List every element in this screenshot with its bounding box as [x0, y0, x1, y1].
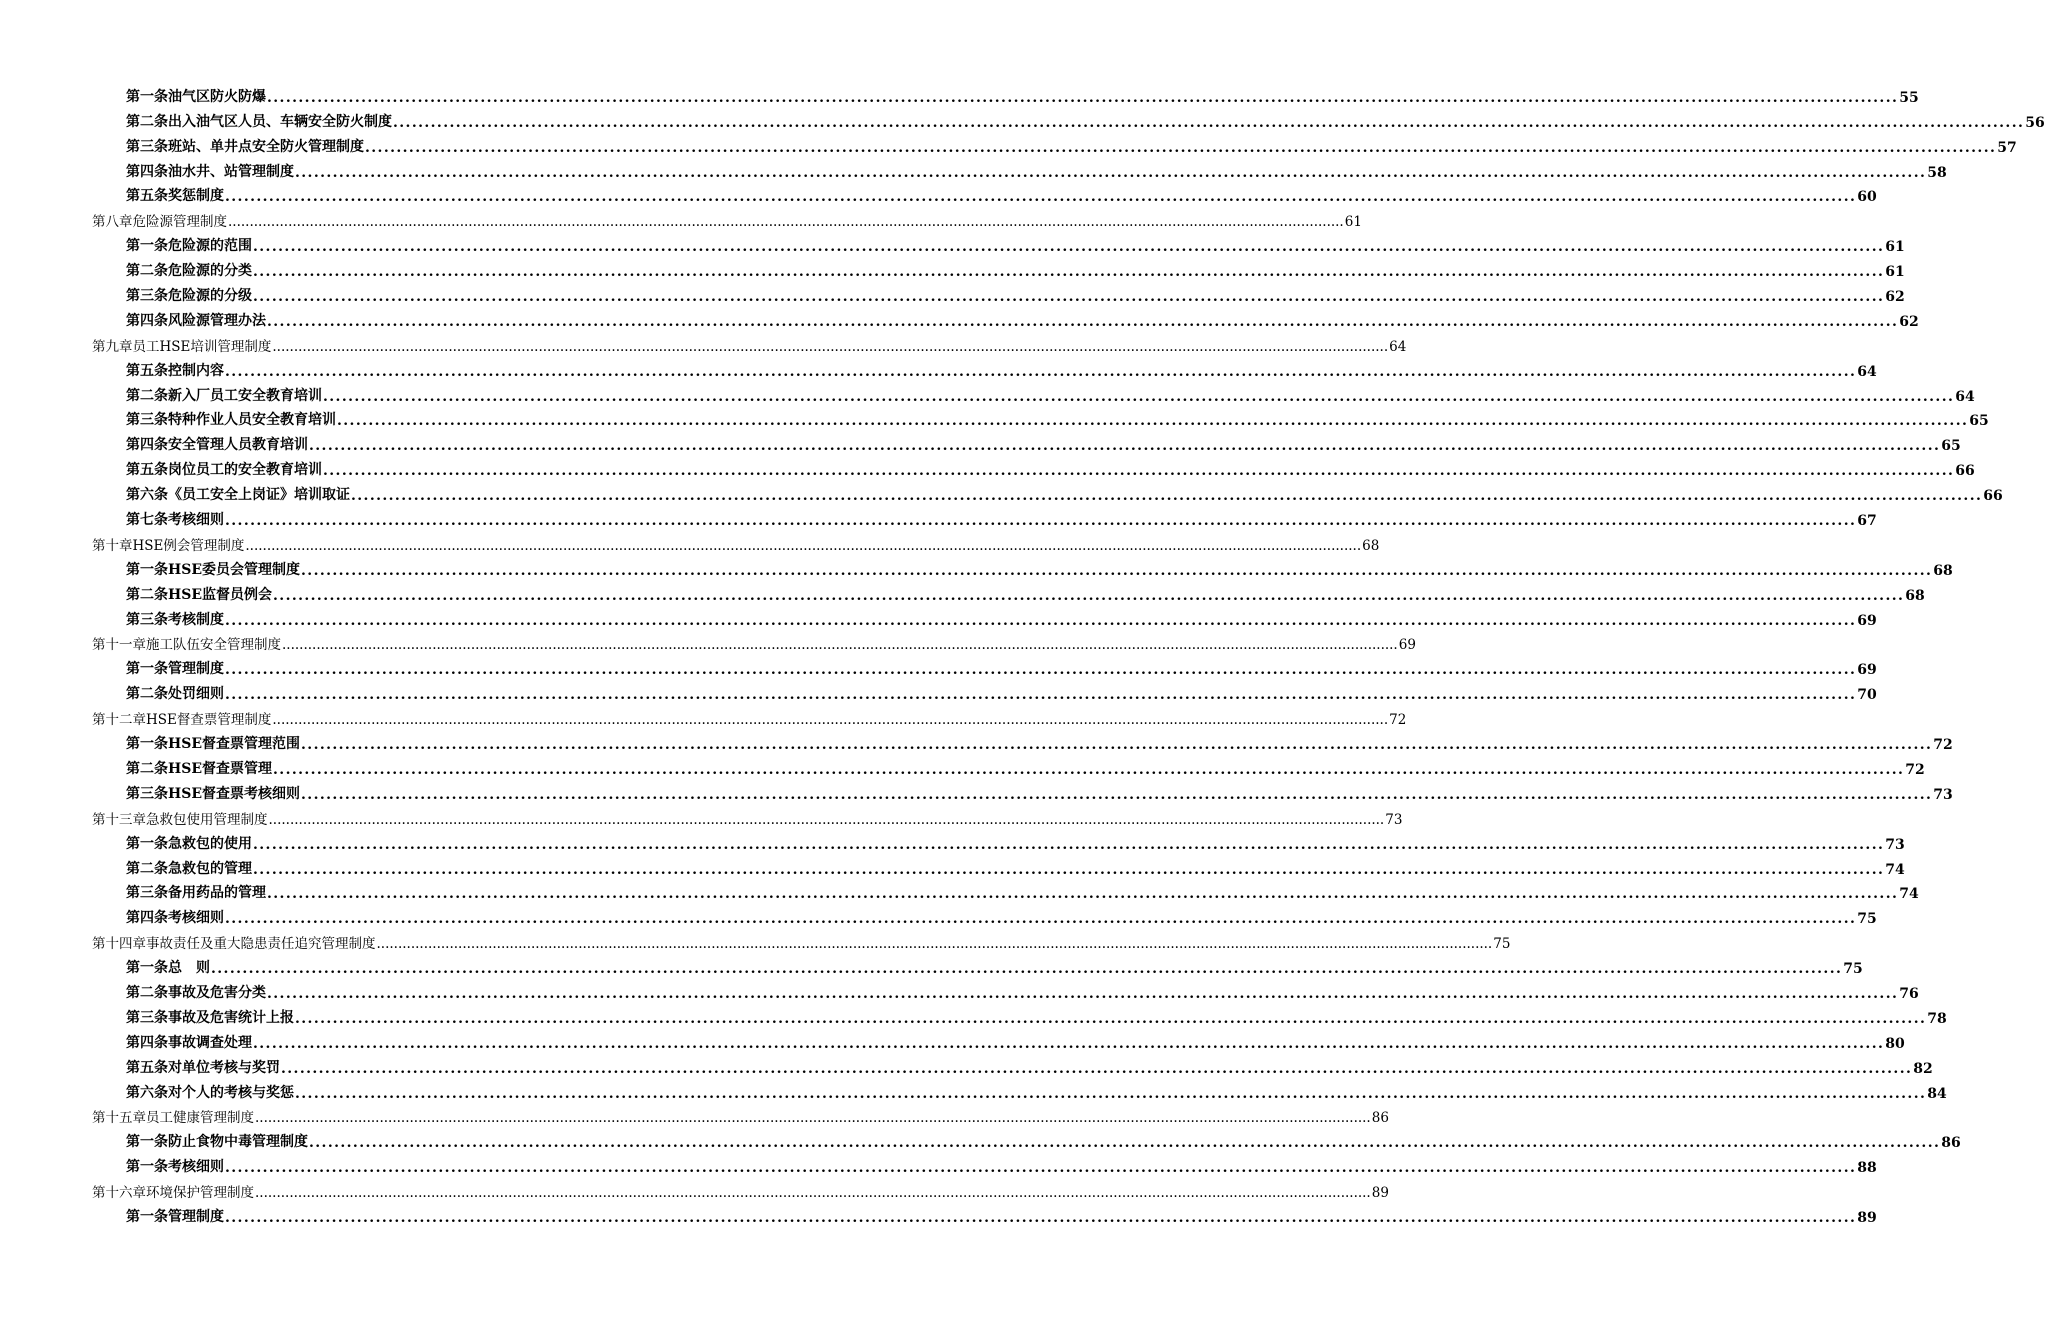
toc-entry-title: 备用药品的管理: [168, 885, 266, 902]
toc-entry-title: 危险源的分级: [168, 288, 252, 305]
toc-entry-title: HSE例会管理制度: [132, 537, 245, 554]
toc-entry-number: 第九章: [92, 338, 133, 355]
toc-dot-leader: ....................................................................................................................................................................................................................................................................: [282, 637, 1398, 654]
toc-entry-title: 班站、单井点安全防火管理制度: [168, 138, 364, 155]
toc-entry-number: 第七条: [126, 512, 168, 529]
toc-article-entry[interactable]: [0, 305, 1919, 330]
toc-article-entry[interactable]: [0, 504, 1877, 530]
toc-entry-number: 第二条: [126, 387, 168, 404]
toc-page-number: 58: [1927, 164, 1947, 181]
toc-entry-number: 第十六章: [92, 1185, 146, 1202]
toc-article-entry[interactable]: [0, 1052, 1933, 1077]
toc-chapter-entry[interactable]: [0, 703, 1407, 729]
toc-entry-title: 特种作业人员安全教育培训: [168, 412, 336, 429]
toc-page-number: 64: [1857, 363, 1877, 380]
toc-page-number: 70: [1857, 687, 1877, 704]
toc-entry-number: 第一条: [126, 835, 168, 852]
toc-entry-title: HSE监督员例会: [168, 586, 273, 603]
toc-dot-leader: ....................................................................................................................................................................................................................................................................: [323, 463, 1955, 480]
toc-entry-number: 第五条: [126, 362, 168, 379]
toc-page-number: 68: [1905, 587, 1925, 604]
toc-entry-number: 第十章: [92, 537, 133, 554]
toc-dot-leader: ....................................................................................................................................................................................................................................................................: [253, 1035, 1885, 1052]
toc-entry-number: 第二条: [126, 860, 168, 877]
toc-entry-title: 安全管理人员教育培训: [168, 437, 308, 454]
toc-dot-leader: ....................................................................................................................................................................................................................................................................: [301, 737, 1933, 754]
toc-entry-number: 第二条: [126, 263, 168, 280]
toc-page-number: 61: [1885, 239, 1905, 256]
toc-page-number: 66: [1983, 488, 2003, 505]
toc-entry-number: 第五条: [126, 188, 168, 205]
toc-entry-title: 控制内容: [168, 362, 224, 379]
toc-page-number: 74: [1899, 886, 1919, 903]
toc-entry-number: 第三条: [126, 785, 168, 802]
toc-article-entry[interactable]: [0, 429, 1961, 455]
toc-entry-title: 对单位考核与奖罚: [168, 1059, 280, 1076]
toc-entry-number: 第三条: [126, 288, 168, 305]
toc-entry-title: 考核细则: [168, 1159, 224, 1176]
toc-entry-title: 新入厂员工安全教育培训: [168, 387, 322, 404]
toc-article-entry[interactable]: [0, 1201, 1877, 1226]
toc-page-number: 69: [1857, 612, 1877, 629]
toc-entry-number: 第一条: [126, 736, 168, 753]
toc-article-entry[interactable]: [0, 853, 1905, 878]
toc-entry-title: 员工健康管理制度: [146, 1110, 254, 1127]
toc-dot-leader: ....................................................................................................................................................................................................................................................................: [225, 513, 1857, 530]
toc-dot-leader: ....................................................................................................................................................................................................................................................................: [393, 114, 2025, 131]
toc-entry-title: 管理制度: [168, 661, 224, 678]
toc-dot-leader: ....................................................................................................................................................................................................................................................................: [295, 1085, 1927, 1102]
toc-entry-number: 第六条: [126, 1084, 168, 1101]
toc-entry-title: 油水井、站管理制度: [168, 163, 294, 180]
toc-article-entry[interactable]: [0, 1126, 1961, 1152]
toc-entry-title: HSE督查票管理范围: [168, 736, 301, 753]
toc-entry-title: 事故及危害统计上报: [168, 1009, 294, 1026]
toc-dot-leader: ....................................................................................................................................................................................................................................................................: [211, 961, 1843, 978]
toc-entry-number: 第十五章: [92, 1110, 146, 1127]
toc-entry-number: 第三条: [126, 138, 168, 155]
toc-entry-number: 第六条: [126, 487, 168, 504]
toc-dot-leader: ....................................................................................................................................................................................................................................................................: [255, 1185, 1371, 1202]
toc-page-number: 72: [1389, 712, 1407, 729]
toc-entry-number: 第八章: [92, 214, 133, 231]
toc-page-number: 75: [1857, 911, 1877, 928]
toc-entry-title: HSE督查票考核细则: [168, 785, 301, 802]
toc-chapter-entry[interactable]: [0, 1102, 1389, 1127]
toc-entry-number: 第二条: [126, 113, 168, 130]
toc-entry-number: 第四条: [126, 163, 168, 180]
toc-entry-title: 急救包的管理: [168, 860, 252, 877]
toc-dot-leader: ....................................................................................................................................................................................................................................................................: [225, 363, 1857, 380]
toc-dot-leader: ....................................................................................................................................................................................................................................................................: [295, 164, 1927, 181]
toc-entry-title: 急救包使用管理制度: [146, 811, 268, 828]
toc-article-entry[interactable]: [0, 156, 1947, 181]
toc-entry-title: 事故调查处理: [168, 1034, 252, 1051]
toc-dot-leader: ....................................................................................................................................................................................................................................................................: [268, 811, 1385, 828]
toc-page-number: 89: [1371, 1185, 1389, 1202]
toc-entry-title: 危险源管理制度: [132, 214, 227, 231]
toc-dot-leader: ....................................................................................................................................................................................................................................................................: [323, 388, 1955, 405]
toc-entry-title: 急救包的使用: [168, 835, 252, 852]
toc-dot-leader: ....................................................................................................................................................................................................................................................................: [273, 761, 1905, 778]
toc-entry-title: 管理制度: [168, 1208, 224, 1225]
toc-entry-number: 第十二章: [92, 712, 146, 729]
toc-article-entry[interactable]: [0, 878, 1919, 903]
toc-entry-number: 第一条: [126, 1159, 168, 1176]
toc-article-entry[interactable]: [0, 579, 1925, 604]
toc-entry-title: 总 则: [168, 960, 210, 977]
toc-entry-number: 第四条: [126, 910, 168, 927]
toc-dot-leader: ....................................................................................................................................................................................................................................................................: [301, 562, 1933, 579]
toc-entry-title: 危险源的分类: [168, 263, 252, 280]
toc-article-entry[interactable]: [0, 405, 1989, 430]
toc-page-number: 73: [1385, 811, 1403, 828]
toc-entry-number: 第十一章: [92, 637, 146, 654]
toc-entry-number: 第三条: [126, 1009, 168, 1026]
toc-page-number: 75: [1493, 936, 1511, 953]
toc-page-number: 55: [1899, 89, 1919, 106]
toc-article-entry[interactable]: [0, 902, 1877, 928]
toc-entry-number: 第三条: [126, 885, 168, 902]
toc-dot-leader: ....................................................................................................................................................................................................................................................................: [281, 1060, 1913, 1077]
toc-entry-title: 事故责任及重大隐患责任追究管理制度: [146, 936, 376, 953]
toc-dot-leader: ....................................................................................................................................................................................................................................................................: [253, 861, 1885, 878]
toc-dot-leader: ....................................................................................................................................................................................................................................................................: [376, 936, 1493, 953]
toc-dot-leader: ....................................................................................................................................................................................................................................................................: [272, 712, 1389, 729]
toc-page-number: 86: [1371, 1110, 1389, 1127]
toc-chapter-entry[interactable]: [0, 629, 1416, 654]
toc-dot-leader: ....................................................................................................................................................................................................................................................................: [351, 488, 1983, 505]
toc-article-entry[interactable]: [0, 977, 1919, 1002]
toc-dot-leader: ....................................................................................................................................................................................................................................................................: [225, 612, 1857, 629]
toc-article-entry[interactable]: [0, 554, 1953, 579]
toc-entry-title: 考核细则: [168, 910, 224, 927]
toc-page-number: 67: [1857, 513, 1877, 530]
toc-article-entry[interactable]: [0, 355, 1877, 380]
toc-page-number: 68: [1362, 537, 1380, 554]
toc-page-number: 56: [2025, 114, 2045, 131]
toc-chapter-entry[interactable]: [0, 205, 1362, 231]
toc-article-entry[interactable]: [0, 1002, 1947, 1027]
toc-page-number: 62: [1899, 313, 1919, 330]
toc-entry-number: 第二条: [126, 586, 168, 603]
toc-article-entry[interactable]: [0, 828, 1905, 853]
toc-entry-number: 第十四章: [92, 936, 146, 953]
toc-dot-leader: ....................................................................................................................................................................................................................................................................: [255, 1110, 1371, 1127]
toc-entry-title: 对个人的考核与奖惩: [168, 1084, 294, 1101]
toc-dot-leader: ....................................................................................................................................................................................................................................................................: [245, 537, 1362, 554]
toc-entry-number: 第三条: [126, 412, 168, 429]
toc-article-entry[interactable]: [0, 1151, 1877, 1177]
toc-entry-title: HSE委员会管理制度: [168, 561, 301, 578]
toc-chapter-entry[interactable]: [0, 1176, 1389, 1202]
toc-entry-title: 事故及危害分类: [168, 984, 266, 1001]
toc-article-entry[interactable]: [0, 255, 1905, 281]
toc-article-entry[interactable]: [0, 604, 1877, 629]
toc-chapter-entry[interactable]: [0, 927, 1511, 953]
toc-entry-number: 第五条: [126, 462, 168, 479]
toc-page-number: 86: [1941, 1135, 1961, 1152]
toc-dot-leader: ....................................................................................................................................................................................................................................................................: [337, 413, 1969, 430]
toc-dot-leader: ....................................................................................................................................................................................................................................................................: [295, 1010, 1927, 1027]
toc-entry-number: 第四条: [126, 312, 168, 329]
toc-dot-leader: ....................................................................................................................................................................................................................................................................: [309, 438, 1941, 455]
toc-dot-leader: ....................................................................................................................................................................................................................................................................: [225, 687, 1857, 704]
toc-page-number: 66: [1955, 463, 1975, 480]
toc-entry-number: 第二条: [126, 984, 168, 1001]
toc-dot-leader: ....................................................................................................................................................................................................................................................................: [267, 985, 1899, 1002]
toc-dot-leader: ....................................................................................................................................................................................................................................................................: [301, 786, 1933, 803]
toc-dot-leader: ....................................................................................................................................................................................................................................................................: [267, 89, 1899, 106]
toc-entry-title: 奖惩制度: [168, 188, 224, 205]
toc-entry-number: 第一条: [126, 1134, 168, 1151]
toc-page-number: 65: [1969, 413, 1989, 430]
toc-page-number: 88: [1857, 1160, 1877, 1177]
toc-chapter-entry[interactable]: [0, 803, 1403, 828]
toc-entry-title: 防止食物中毒管理制度: [168, 1134, 308, 1151]
toc-page-number: 82: [1913, 1060, 1933, 1077]
toc-entry-title: 危险源的范围: [168, 238, 252, 255]
toc-dot-leader: ....................................................................................................................................................................................................................................................................: [267, 313, 1899, 330]
toc-article-entry[interactable]: [0, 778, 1953, 803]
toc-page-number: 80: [1885, 1035, 1905, 1052]
toc-page-number: 73: [1933, 786, 1953, 803]
toc-entry-title: HSE督查票管理: [168, 760, 273, 777]
toc-article-entry[interactable]: [0, 81, 1919, 106]
toc-page-number: 62: [1885, 289, 1905, 306]
toc-dot-leader: ....................................................................................................................................................................................................................................................................: [253, 836, 1885, 853]
toc-article-entry[interactable]: [0, 728, 1953, 754]
toc-entry-title: HSE督查票管理制度: [146, 712, 272, 729]
toc-page-number: 60: [1857, 189, 1877, 206]
toc-entry-number: 第一条: [126, 960, 168, 977]
toc-page-number: 89: [1857, 1209, 1877, 1226]
toc-page-number: 61: [1344, 214, 1362, 231]
toc-article-entry[interactable]: [0, 181, 1877, 206]
toc-dot-leader: ....................................................................................................................................................................................................................................................................: [309, 1135, 1941, 1152]
toc-page-number: 69: [1857, 662, 1877, 679]
toc-entry-number: 第一条: [126, 88, 168, 105]
toc-entry-number: 第三条: [126, 611, 168, 628]
toc-page-number: 75: [1843, 961, 1863, 978]
toc-page-number: 69: [1398, 637, 1416, 654]
toc-dot-leader: ....................................................................................................................................................................................................................................................................: [228, 214, 1344, 231]
toc-page-number: 65: [1941, 438, 1961, 455]
toc-article-entry[interactable]: [0, 678, 1877, 704]
toc-chapter-entry[interactable]: [0, 529, 1380, 554]
toc-entry-title: 环境保护管理制度: [146, 1185, 254, 1202]
toc-dot-leader: ....................................................................................................................................................................................................................................................................: [253, 264, 1885, 281]
toc-entry-number: 第二条: [126, 760, 168, 777]
toc-dot-leader: ....................................................................................................................................................................................................................................................................: [365, 139, 1997, 156]
toc-article-entry[interactable]: [0, 280, 1905, 306]
toc-page-number: 72: [1933, 737, 1953, 754]
toc-entry-title: 员工HSE培训管理制度: [132, 338, 272, 355]
toc-entry-title: 处罚细则: [168, 686, 224, 703]
toc-entry-number: 第五条: [126, 1059, 168, 1076]
toc-page-number: 84: [1927, 1085, 1947, 1102]
toc-dot-leader: ....................................................................................................................................................................................................................................................................: [225, 1160, 1857, 1177]
toc-article-entry[interactable]: [0, 230, 1905, 256]
toc-entry-title: 《员工安全上岗证》培训取证: [168, 487, 350, 504]
toc-page-number: 72: [1905, 761, 1925, 778]
toc-entry-title: 考核制度: [168, 611, 224, 628]
toc-page-number: 76: [1899, 985, 1919, 1002]
toc-dot-leader: ....................................................................................................................................................................................................................................................................: [225, 911, 1857, 928]
toc-article-entry[interactable]: [0, 380, 1975, 405]
toc-article-entry[interactable]: [0, 454, 1975, 480]
table-of-contents: [0, 81, 2045, 1226]
toc-entry-title: 油气区防火防爆: [168, 88, 266, 105]
toc-page-number: 74: [1885, 861, 1905, 878]
toc-dot-leader: ....................................................................................................................................................................................................................................................................: [225, 1209, 1857, 1226]
toc-dot-leader: ....................................................................................................................................................................................................................................................................: [272, 338, 1389, 355]
toc-dot-leader: ....................................................................................................................................................................................................................................................................: [253, 239, 1885, 256]
toc-page-number: 68: [1933, 562, 1953, 579]
toc-dot-leader: ....................................................................................................................................................................................................................................................................: [273, 587, 1905, 604]
toc-article-entry[interactable]: [0, 952, 1863, 978]
toc-dot-leader: ....................................................................................................................................................................................................................................................................: [225, 189, 1857, 206]
toc-article-entry[interactable]: [0, 1077, 1947, 1102]
toc-page-number: 73: [1885, 836, 1905, 853]
toc-page-number: 61: [1885, 264, 1905, 281]
toc-entry-number: 第四条: [126, 1034, 168, 1051]
toc-page-number: 57: [1997, 139, 2017, 156]
toc-entry-number: 第一条: [126, 661, 168, 678]
toc-entry-number: 第十三章: [92, 811, 146, 828]
toc-article-entry[interactable]: [0, 479, 2003, 505]
toc-entry-number: 第一条: [126, 561, 168, 578]
toc-article-entry[interactable]: [0, 753, 1925, 778]
toc-dot-leader: ....................................................................................................................................................................................................................................................................: [267, 886, 1899, 903]
toc-article-entry[interactable]: [0, 131, 2017, 156]
toc-article-entry[interactable]: [0, 1027, 1905, 1052]
toc-entry-title: 岗位员工的安全教育培训: [168, 462, 322, 479]
toc-entry-number: 第一条: [126, 238, 168, 255]
toc-article-entry[interactable]: [0, 106, 2045, 131]
toc-article-entry[interactable]: [0, 653, 1877, 679]
toc-entry-number: 第二条: [126, 686, 168, 703]
toc-entry-title: 出入油气区人员、车辆安全防火制度: [168, 113, 392, 130]
toc-entry-number: 第四条: [126, 437, 168, 454]
toc-entry-number: 第一条: [126, 1208, 168, 1225]
toc-page-number: 64: [1955, 388, 1975, 405]
toc-dot-leader: ....................................................................................................................................................................................................................................................................: [225, 662, 1857, 679]
toc-entry-title: 施工队伍安全管理制度: [146, 637, 281, 654]
toc-dot-leader: ....................................................................................................................................................................................................................................................................: [253, 289, 1885, 306]
toc-page-number: 78: [1927, 1010, 1947, 1027]
toc-entry-title: 风险源管理办法: [168, 312, 266, 329]
toc-entry-title: 考核细则: [168, 512, 224, 529]
toc-page-number: 64: [1389, 338, 1407, 355]
toc-chapter-entry[interactable]: [0, 330, 1407, 355]
